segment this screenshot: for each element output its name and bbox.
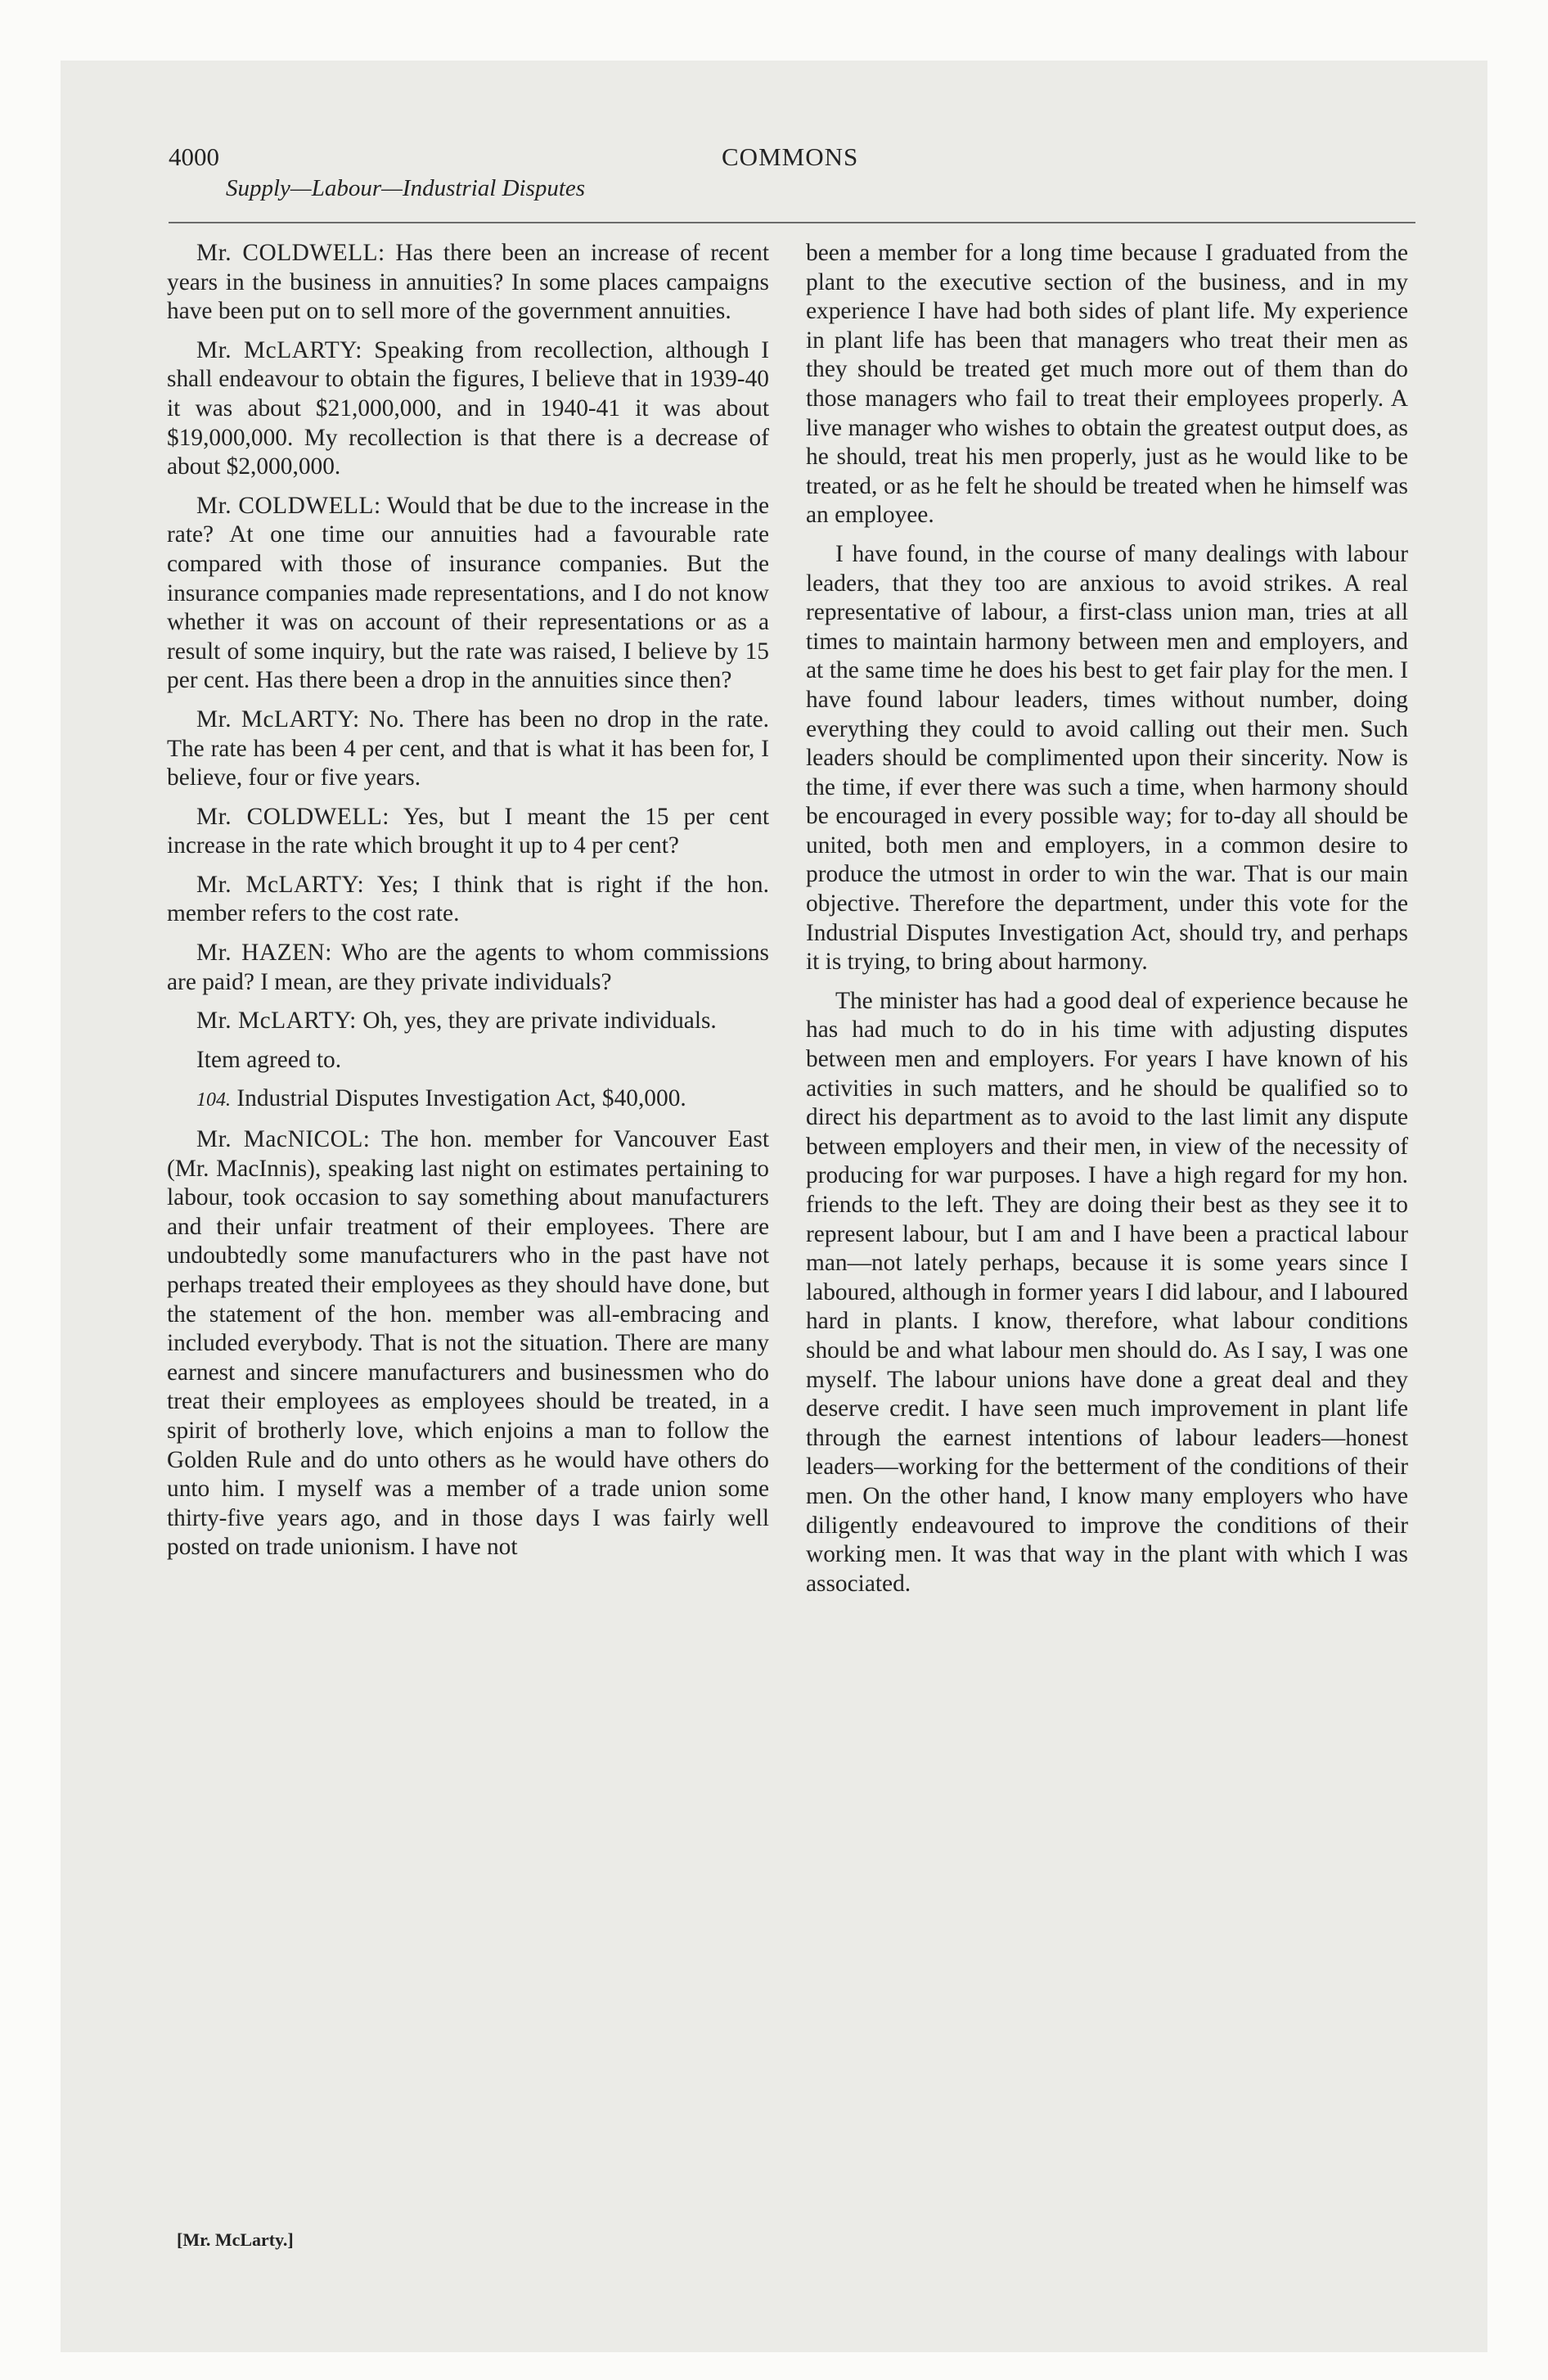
speaker-name: Mr. McLARTY: [196,871,365,898]
speaker-name: Mr. McLARTY: [196,1007,357,1034]
speech-text: Would that be due to the increase in the rate? At one time our annuities had a favourable rate compared with those of insurance companies. But the insurance companies made representations, and I do not know whether it was on account of their representations or as a result of some inquiry, but the rate was raised, I believe by 15 per cent. Has there been a drop in the annuities since then? [167,492,769,694]
paragraph [167,1125,769,1562]
paragraph: I have found, in the course of many dealings with labour leaders, that they too are anxious to avoid strikes. A real representative of labour, a first-class union man, tries at all times to maintain harmony between men and employers, and at the same time he does his best to get fair play for the men. I have found labour leaders, times without number, doing everything they could to avoid calling out their men. Such leaders should be complimented upon their sincerity. Now is the time, if ever there was such a time, when harmony should be encouraged in every possible way; for to-day all should be united, both men and employers, in a common desire to produce the utmost in order to win the war. That is our main objective. Therefore the department, under this vote for the Industrial Disputes Investigation Act, should try, and perhaps it is trying, to bring about harmony. [806,540,1408,976]
speech-text: Yes, but I meant the 15 per cent increase in the rate which brought it up to 4 per cent? [167,803,769,859]
vote-text: Industrial Disputes Investigation Act, $40,000. [236,1085,686,1112]
speaker-name: Mr. COLDWELL: [196,492,381,519]
page-header [169,142,1415,216]
running-title: COMMONS [722,142,859,171]
paragraph: been a member for a long time because I graduated from the plant to the executive section of the business, and in my experience I have had both sides of plant life. My experience in plant life has been that managers who treat their men as they should be treated get much more out of them than do those managers who fail to treat their employees properly. A live manager who wishes to obtain the greatest output does, as he should, treat his men properly, just as he would like to be treated, or as he felt he should be treated when he himself was an employee. [806,240,1408,529]
page-number: 4000 [169,142,219,171]
speech-text: The hon. member for Vancouver East (Mr. MacInnis), speaking last night on estimates pertaining to labour, took occasion to say something about manufacturers and their unfair treatment of their employees. There are undoubtedly some manufacturers who in the past have not perhaps treated their employees as they should have done, but the statement of the hon. member was all-embracing and included everybody. That is not the situation. There are many earnest and sincere manufacturers and businessmen who do treat their employees as employees should be treated, in a spirit of brotherly love, which enjoins a man to follow the Golden Rule and do unto others as he would have others do unto him. I myself was a member of a trade union some thirty-five years ago, and in those days I was fairly well posted on trade unionism. I have not [167,1126,769,1561]
paragraph [167,803,769,861]
item-agreed: Item agreed to. [196,1046,342,1073]
speech-text: Who are the agents to whom commissions are paid? I mean, are they private individuals? [167,940,769,995]
speech-text: No. There has been no drop in the rate. The rate has been 4 per cent, and that is what it has been for, I believe, four or five years. [167,705,769,791]
speaker-name: Mr. COLDWELL: [196,240,385,266]
paragraph: The minister has had a good deal of experience because he has had much to do in his time with adjusting disputes between men and employers. For years I have known of his activities in such matters, and he should be qualified so to direct his department as to avoid to the last limit any dispute between employers and their men, in view of the necessity of producing for war purposes. I have a high regard for my hon. friends to the left. They are doing their best as they see it to represent labour, but I am and I have been a practical labour man—not lately perhaps, because it is some years since I laboured, although in former years I did labour, and I laboured hard in plants. I know, therefore, what labour conditions should be and what labour men should do. As I say, I was one myself. The labour unions have done a great deal and they deserve credit. I have seen much improvement in plant life through the earnest intentions of labour leaders—honest leaders—working for the betterment of the conditions of their men. On the other hand, I know many employers who have diligently endeavoured to improve the conditions of their working men. It was that way in the plant with which I was associated. [806,987,1408,1597]
paragraph [167,492,769,696]
speaker-name: Mr. COLDWELL: [196,803,389,830]
speech-text: Has there been an increase of recent years in the business in annuities? In some places campaigns have been put on to sell more of the government annuities. [167,240,769,325]
speech-text: Speaking from recollection, although I shall endeavour to obtain the figures, I believe that in 1939-40 it was about $21,000,000, and in 1940-41 it was about $19,000,000. My recollection is that there is a decrease of about $2,000,000. [167,336,769,480]
vote-number: 104. [196,1089,231,1111]
vote-item [167,1084,769,1116]
paragraph [167,939,769,997]
speech-text: Oh, yes, they are private individuals. [362,1007,717,1034]
paragraph [167,1007,769,1036]
speech-text: Yes; I think that is right if the hon. member refers to the cost rate. [167,871,769,927]
paragraph [167,705,769,793]
paragraph [167,239,769,327]
paragraph [167,871,769,929]
paragraph [167,336,769,482]
header-rule [169,222,1415,223]
speaker-name: Mr. McLARTY: [196,705,360,732]
left-column [167,239,769,1572]
speaker-name: Mr. HAZEN: [196,940,332,967]
section-title: Supply—Labour—Industrial Disputes [226,175,586,201]
speaker-name: Mr. McLARTY: [196,336,362,363]
speaker-name: Mr. MacNICOL: [196,1126,371,1153]
right-column [806,239,1408,1608]
footer-speaker-tag: [Mr. McLarty.] [177,2229,294,2250]
